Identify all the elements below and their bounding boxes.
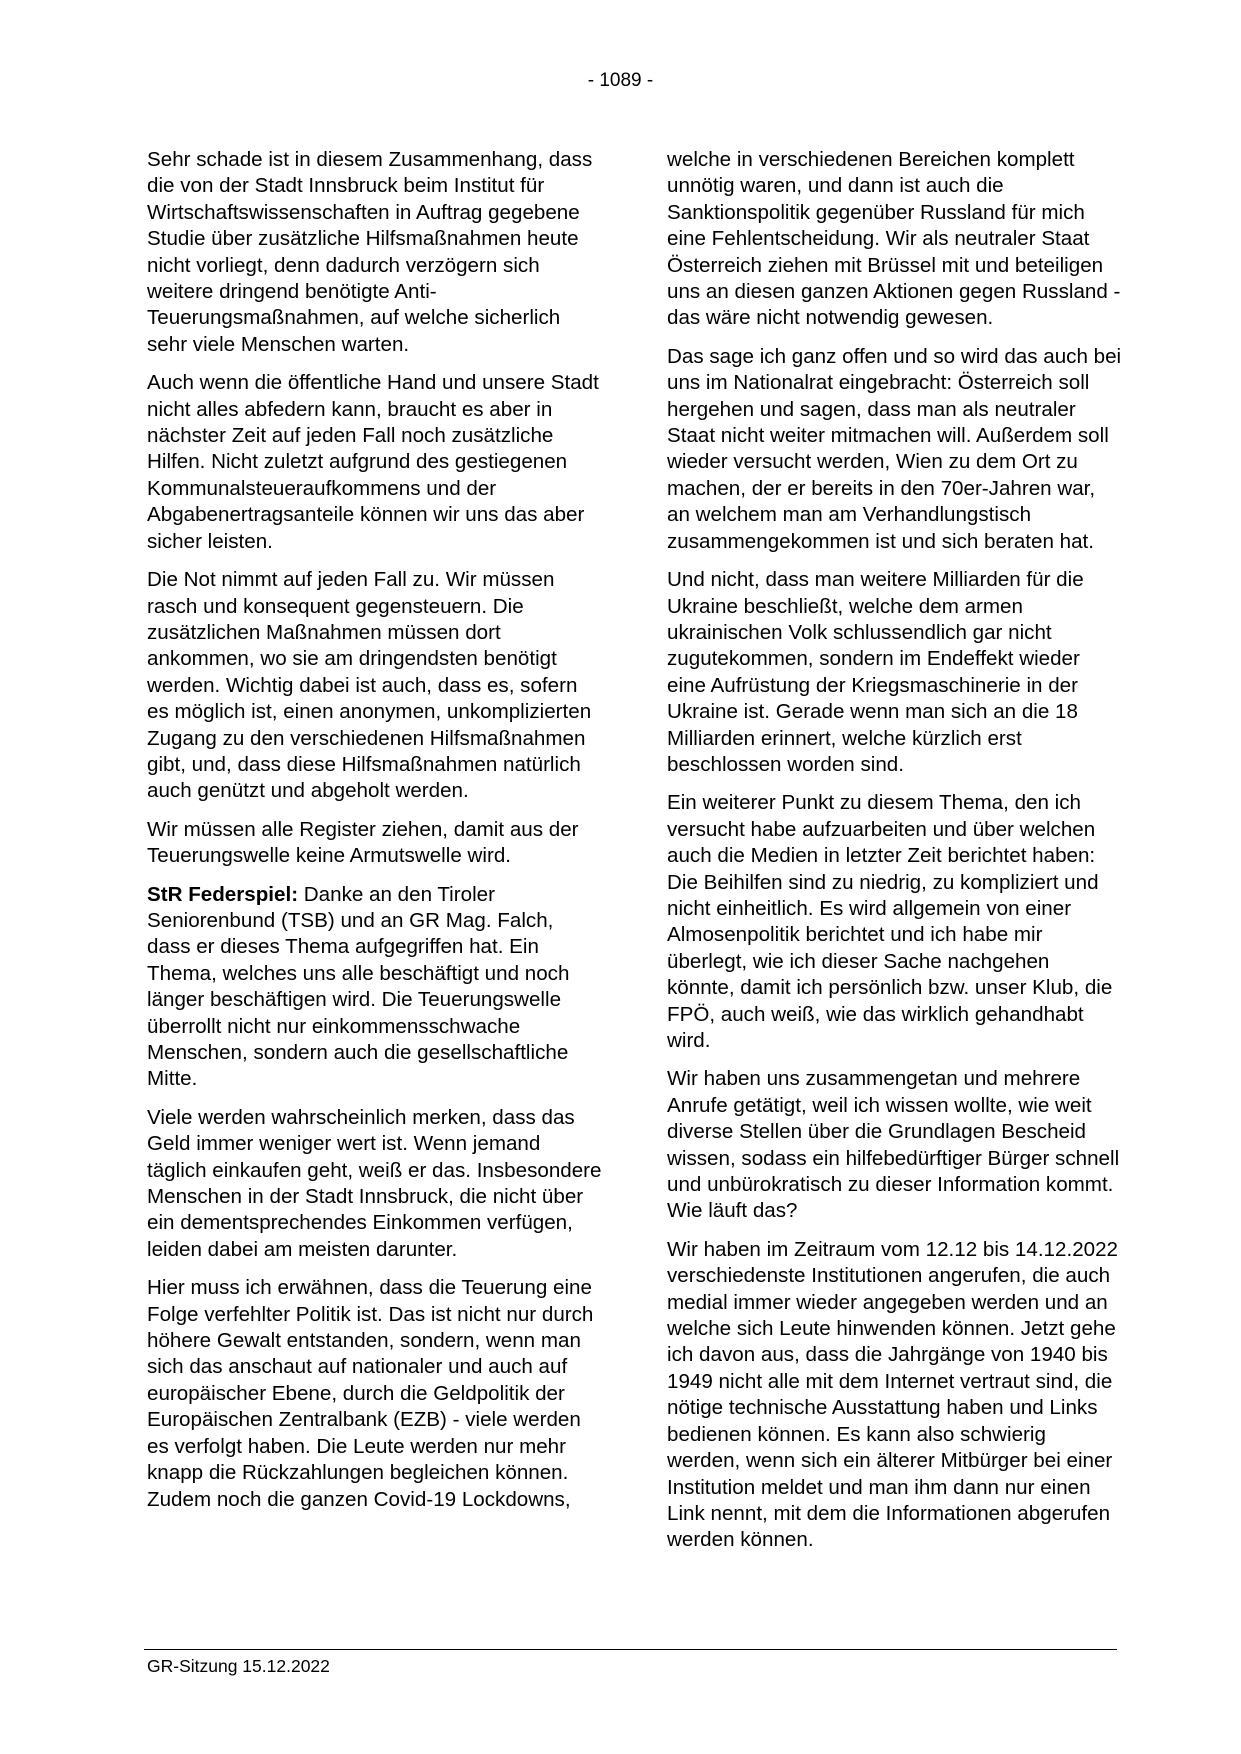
paragraph: Auch wenn die öffentliche Hand und unsere Stadt nicht alles abfedern kann, braucht es aber in nächster Zeit auf jeden Fall noch zusätzliche Hilfen. Nicht zuletzt aufgrund des gestiegenen Kommunalsteueraufkommens und der Abgabenertragsanteile können wir uns das aber sicher leisten.: [147, 371, 599, 553]
speech-text: Danke an den Tiroler Seniorenbund (TSB) und an GR Mag. Falch, dass er dieses Thema aufgegriffen hat. Ein Thema, welches uns alle beschäftigt und noch länger beschäftigen wird. Die Teuerungswelle überrollt nicht nur einkommensschwache Menschen, sondern auch die gesellschaftliche Mitte.: [147, 882, 570, 1091]
paragraph: Die Not nimmt auf jeden Fall zu. Wir müssen rasch und konsequent gegensteuern. Die zusätzlichen Maßnahmen müssen dort ankommen, wo sie am dringendsten benötigt werden. Wichtig dabei ist auch, dass es, sofern es möglich ist, einen anonymen, unkomplizierten Zugang zu den verschiedenen Hilfsmaßnahmen gibt, und, dass diese Hilfsmaßnahmen natürlich auch genützt und abgeholt werden.: [147, 568, 592, 803]
speaker-name: StR Federspiel:: [147, 882, 299, 906]
paragraph: welche in verschiedenen Bereichen komplett unnötig waren, und dann ist auch die Sanktionspolitik gegenüber Russland für mich eine Fehlentscheidung. Wir als neutraler Staat Österreich ziehen mit Brüssel mit und beteiligen uns an diesen ganzen Aktionen gegen Russland - das wäre nicht notwendig gewesen.: [667, 148, 1121, 330]
paragraph: Wir haben im Zeitraum vom 12.12 bis 14.12.2022 verschiedenste Institutionen angerufen, die auch medial immer wieder angegeben werden und an welche sich Leute hinwenden können. Jetzt gehe ich davon aus, dass die Jahrgänge von 1940 bis 1949 nicht alle mit dem Internet vertraut sind, die nötige technische Ausstattung haben und Links bedienen können. Es kann also schwierig werden, wenn sich ein älterer Mitbürger bei einer Institution meldet und man ihm dann nur einen Link nennt, mit dem die Informationen abgerufen werden können.: [667, 1237, 1119, 1552]
page-number: - 1089 -: [587, 70, 654, 91]
paragraph: Das sage ich ganz offen und so wird das auch bei uns im Nationalrat eingebracht: Österreich soll hergehen und sagen, dass man als neutraler Staat nicht weiter mitmachen will. Außerdem soll wieder versucht werden, Wien zu dem Ort zu machen, der er bereits in den 70er-Jahren war, an welchem man am Verhandlungstisch zusammengekommen ist und sich beraten hat.: [667, 344, 1122, 553]
footer-session-date: GR-Sitzung 15.12.2022: [147, 1656, 330, 1676]
paragraph: Wir müssen alle Register ziehen, damit aus der Teuerungswelle keine Armutswelle wird.: [147, 817, 579, 868]
paragraph: Wir haben uns zusammengetan und mehrere Anrufe getätigt, weil ich wissen wollte, wie weit diverse Stellen über die Grundlagen Bescheid wissen, sodass ein hilfebedürftiger Bürger schnell und unbürokratisch zu dieser Information kommt. Wie läuft das?: [667, 1067, 1120, 1223]
right-column: [667, 147, 1122, 1566]
paragraph: Hier muss ich erwähnen, dass die Teuerung eine Folge verfehlter Politik ist. Das ist nicht nur durch höhere Gewalt entstanden, sondern, wenn man sich das anschaut auf nationaler und auch auf europäischer Ebene, durch die Geldpolitik der Europäischen Zentralbank (EZB) - viele werden es verfolgt haben. Die Leute werden nur mehr knapp die Rückzahlungen begleichen können. Zudem noch die ganzen Covid-19 Lockdowns,: [147, 1276, 594, 1511]
left-column: [147, 147, 602, 1525]
paragraph: Sehr schade ist in diesem Zusammenhang, dass die von der Stadt Innsbruck beim Institut für Wirtschaftswissenschaften in Auftrag gegebene Studie über zusätzliche Hilfsmaßnahmen heute nicht vorliegt, denn dadurch verzögern sich weitere dringend benötigte Anti-Teuerungsmaßnahmen, auf welche sicherlich sehr viele Menschen warten.: [147, 148, 593, 356]
paragraph: [147, 882, 602, 1093]
paragraph: Viele werden wahrscheinlich merken, dass das Geld immer weniger wert ist. Wenn jemand täglich einkaufen geht, weiß er das. Insbesondere Menschen in der Stadt Innsbruck, die nicht über ein dementsprechendes Einkommen verfügen, leiden dabei am meisten darunter.: [147, 1105, 602, 1261]
paragraph: Und nicht, dass man weitere Milliarden für die Ukraine beschließt, welche dem armen ukrainischen Volk schlussendlich gar nicht zugutekommen, sondern im Endeffekt wieder eine Aufrüstung der Kriegsmaschinerie in der Ukraine ist. Gerade wenn man sich an die 18 Milliarden erinnert, welche kürzlich erst beschlossen worden sind.: [667, 568, 1084, 776]
paragraph: Ein weiterer Punkt zu diesem Thema, den ich versucht habe aufzuarbeiten und über welchen auch die Medien in letzter Zeit berichtet haben: Die Beihilfen sind zu niedrig, zu kompliziert und nicht einheitlich. Es wird allgemein von einer Almosenpolitik berichtet und ich habe mir überlegt, wie ich dieser Sache nachgehen könnte, damit ich persönlich bzw. unser Klub, die FPÖ, auch weiß, wie das wirklich gehandhabt wird.: [667, 791, 1113, 1052]
footer-divider: [144, 1649, 1117, 1650]
